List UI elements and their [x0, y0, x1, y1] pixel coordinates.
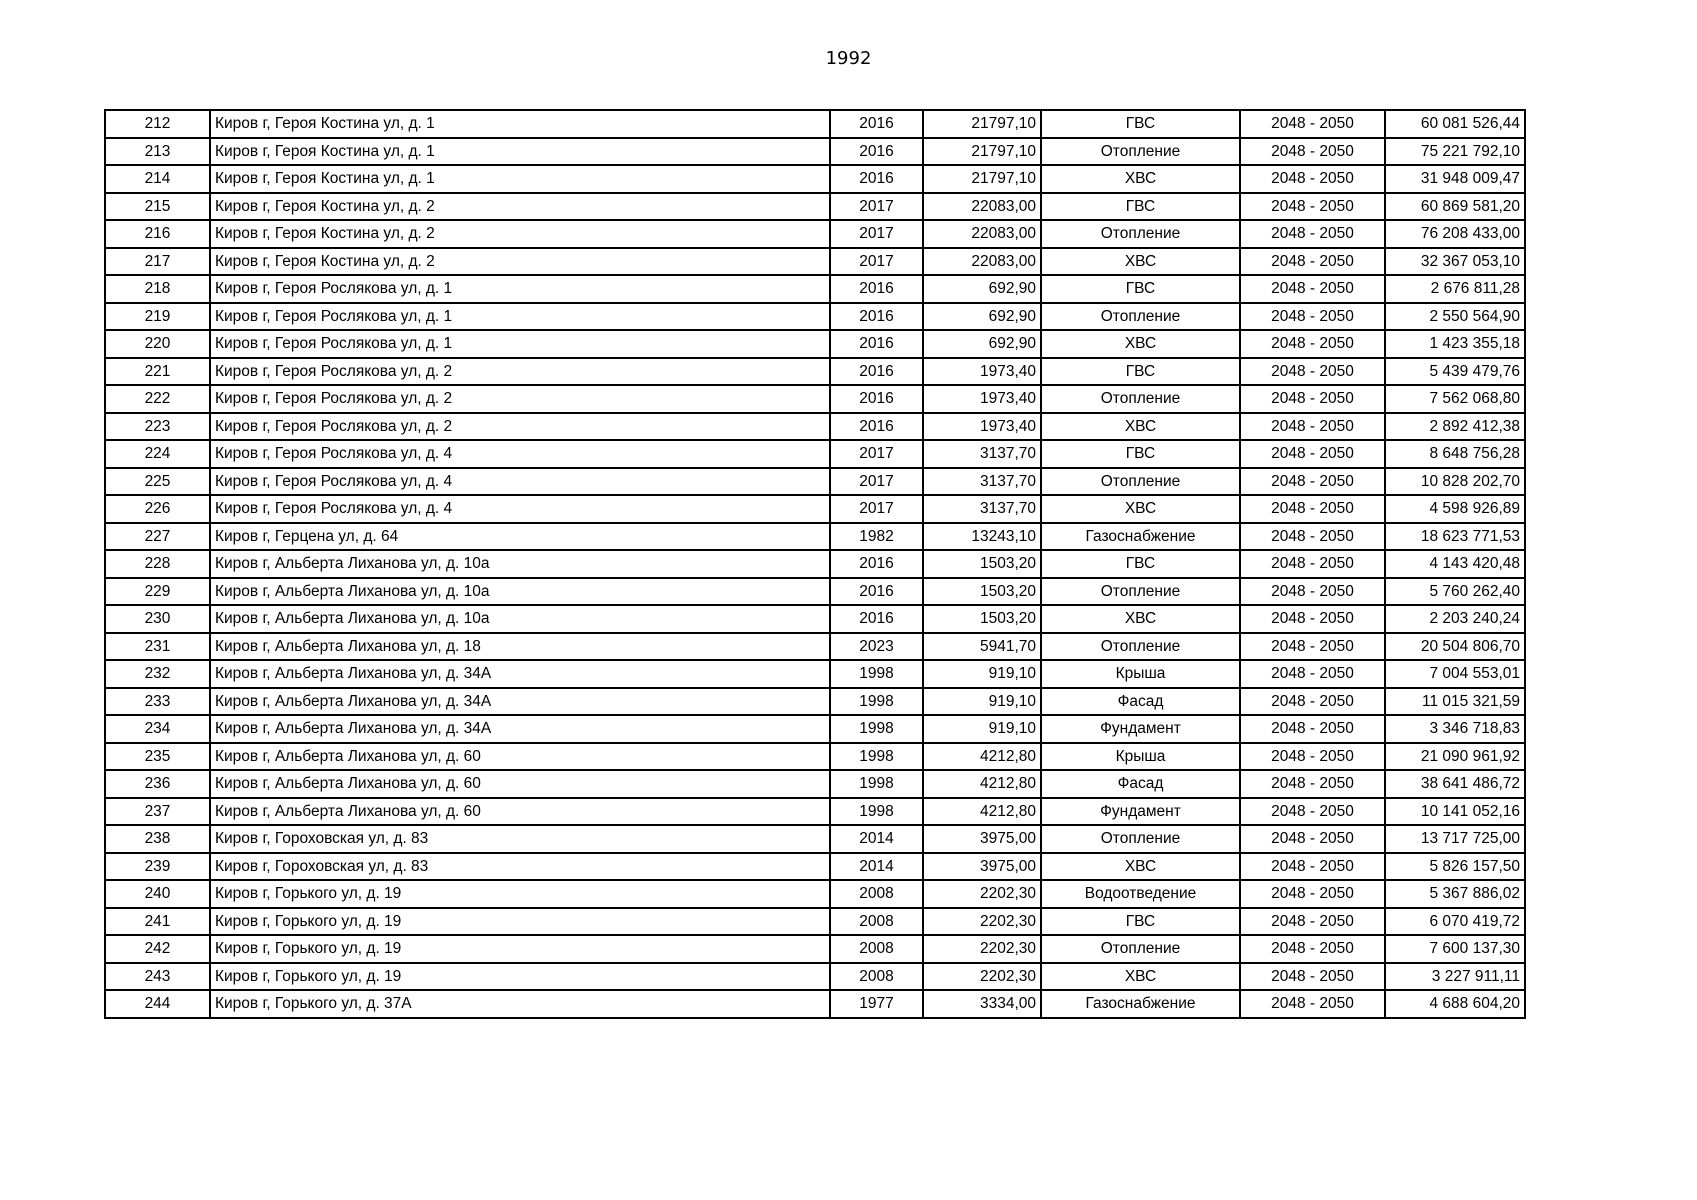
work-type-cell: Фасад [1041, 688, 1240, 716]
address-cell: Киров г, Горького ул, д. 37А [210, 990, 830, 1018]
address-cell: Киров г, Альберта Лиханова ул, д. 60 [210, 798, 830, 826]
work-type-cell: Отопление [1041, 385, 1240, 413]
address-cell: Киров г, Альберта Лиханова ул, д. 34А [210, 715, 830, 743]
row-number-cell: 215 [105, 193, 210, 221]
row-number-cell: 233 [105, 688, 210, 716]
table-row [105, 743, 1525, 771]
period-cell: 2048 - 2050 [1240, 633, 1385, 661]
work-type-cell: Отопление [1041, 468, 1240, 496]
row-number-cell: 220 [105, 330, 210, 358]
cost-cell: 3 346 718,83 [1385, 715, 1525, 743]
cost-cell: 10 141 052,16 [1385, 798, 1525, 826]
table-row [105, 413, 1525, 441]
year-cell: 1998 [830, 660, 923, 688]
year-cell: 1998 [830, 770, 923, 798]
address-cell: Киров г, Героя Костина ул, д. 2 [210, 193, 830, 221]
work-type-cell: ГВС [1041, 275, 1240, 303]
row-number-cell: 236 [105, 770, 210, 798]
row-number-cell: 228 [105, 550, 210, 578]
address-cell: Киров г, Альберта Лиханова ул, д. 34А [210, 688, 830, 716]
period-cell: 2048 - 2050 [1240, 303, 1385, 331]
year-cell: 2016 [830, 303, 923, 331]
cost-cell: 6 070 419,72 [1385, 908, 1525, 936]
cost-cell: 3 227 911,11 [1385, 963, 1525, 991]
period-cell: 2048 - 2050 [1240, 220, 1385, 248]
area-cell: 1503,20 [923, 605, 1041, 633]
work-type-cell: ХВС [1041, 413, 1240, 441]
address-cell: Киров г, Гороховская ул, д. 83 [210, 853, 830, 881]
year-cell: 1998 [830, 688, 923, 716]
period-cell: 2048 - 2050 [1240, 275, 1385, 303]
period-cell: 2048 - 2050 [1240, 385, 1385, 413]
row-number-cell: 242 [105, 935, 210, 963]
period-cell: 2048 - 2050 [1240, 990, 1385, 1018]
cost-cell: 21 090 961,92 [1385, 743, 1525, 771]
cost-cell: 31 948 009,47 [1385, 165, 1525, 193]
work-type-cell: ГВС [1041, 110, 1240, 138]
row-number-cell: 232 [105, 660, 210, 688]
row-number-cell: 243 [105, 963, 210, 991]
table-row [105, 990, 1525, 1018]
area-cell: 1503,20 [923, 550, 1041, 578]
year-cell: 2016 [830, 385, 923, 413]
table-row [105, 385, 1525, 413]
address-cell: Киров г, Героя Костина ул, д. 2 [210, 248, 830, 276]
row-number-cell: 238 [105, 825, 210, 853]
cost-cell: 5 760 262,40 [1385, 578, 1525, 606]
period-cell: 2048 - 2050 [1240, 193, 1385, 221]
work-type-cell: Отопление [1041, 220, 1240, 248]
cost-cell: 60 081 526,44 [1385, 110, 1525, 138]
row-number-cell: 235 [105, 743, 210, 771]
period-cell: 2048 - 2050 [1240, 248, 1385, 276]
work-type-cell: ГВС [1041, 550, 1240, 578]
work-type-cell: Водоотведение [1041, 880, 1240, 908]
year-cell: 2008 [830, 880, 923, 908]
address-cell: Киров г, Героя Рослякова ул, д. 4 [210, 495, 830, 523]
cost-cell: 4 143 420,48 [1385, 550, 1525, 578]
work-type-cell: Фасад [1041, 770, 1240, 798]
table-row [105, 963, 1525, 991]
area-cell: 3137,70 [923, 440, 1041, 468]
area-cell: 22083,00 [923, 193, 1041, 221]
address-cell: Киров г, Героя Рослякова ул, д. 1 [210, 275, 830, 303]
cost-cell: 11 015 321,59 [1385, 688, 1525, 716]
row-number-cell: 214 [105, 165, 210, 193]
address-cell: Киров г, Альберта Лиханова ул, д. 10а [210, 578, 830, 606]
year-cell: 2016 [830, 138, 923, 166]
area-cell: 919,10 [923, 660, 1041, 688]
work-type-cell: Отопление [1041, 578, 1240, 606]
work-type-cell: Крыша [1041, 743, 1240, 771]
period-cell: 2048 - 2050 [1240, 330, 1385, 358]
work-type-cell: Отопление [1041, 825, 1240, 853]
area-cell: 692,90 [923, 303, 1041, 331]
period-cell: 2048 - 2050 [1240, 798, 1385, 826]
row-number-cell: 224 [105, 440, 210, 468]
address-cell: Киров г, Горького ул, д. 19 [210, 935, 830, 963]
row-number-cell: 219 [105, 303, 210, 331]
cost-cell: 7 562 068,80 [1385, 385, 1525, 413]
work-type-cell: Газоснабжение [1041, 990, 1240, 1018]
period-cell: 2048 - 2050 [1240, 688, 1385, 716]
table-row [105, 248, 1525, 276]
work-type-cell: ГВС [1041, 358, 1240, 386]
table-row [105, 935, 1525, 963]
table-row [105, 220, 1525, 248]
row-number-cell: 212 [105, 110, 210, 138]
area-cell: 2202,30 [923, 908, 1041, 936]
row-number-cell: 231 [105, 633, 210, 661]
area-cell: 919,10 [923, 715, 1041, 743]
period-cell: 2048 - 2050 [1240, 770, 1385, 798]
year-cell: 2008 [830, 935, 923, 963]
cost-cell: 18 623 771,53 [1385, 523, 1525, 551]
row-number-cell: 244 [105, 990, 210, 1018]
period-cell: 2048 - 2050 [1240, 440, 1385, 468]
year-cell: 2016 [830, 330, 923, 358]
year-cell: 2016 [830, 413, 923, 441]
period-cell: 2048 - 2050 [1240, 880, 1385, 908]
address-cell: Киров г, Героя Рослякова ул, д. 1 [210, 330, 830, 358]
row-number-cell: 213 [105, 138, 210, 166]
period-cell: 2048 - 2050 [1240, 825, 1385, 853]
area-cell: 2202,30 [923, 935, 1041, 963]
row-number-cell: 221 [105, 358, 210, 386]
period-cell: 2048 - 2050 [1240, 138, 1385, 166]
table-row [105, 908, 1525, 936]
year-cell: 2016 [830, 275, 923, 303]
address-cell: Киров г, Альберта Лиханова ул, д. 34А [210, 660, 830, 688]
cost-cell: 5 367 886,02 [1385, 880, 1525, 908]
address-cell: Киров г, Горького ул, д. 19 [210, 963, 830, 991]
period-cell: 2048 - 2050 [1240, 413, 1385, 441]
area-cell: 2202,30 [923, 880, 1041, 908]
address-cell: Киров г, Альберта Лиханова ул, д. 10а [210, 605, 830, 633]
table-row [105, 633, 1525, 661]
period-cell: 2048 - 2050 [1240, 743, 1385, 771]
address-cell: Киров г, Героя Рослякова ул, д. 1 [210, 303, 830, 331]
repair-schedule-table [104, 109, 1526, 1019]
address-cell: Киров г, Горького ул, д. 19 [210, 880, 830, 908]
year-cell: 2017 [830, 193, 923, 221]
period-cell: 2048 - 2050 [1240, 523, 1385, 551]
cost-cell: 10 828 202,70 [1385, 468, 1525, 496]
row-number-cell: 216 [105, 220, 210, 248]
address-cell: Киров г, Героя Костина ул, д. 1 [210, 110, 830, 138]
table-row [105, 660, 1525, 688]
address-cell: Киров г, Горького ул, д. 19 [210, 908, 830, 936]
area-cell: 4212,80 [923, 743, 1041, 771]
year-cell: 2008 [830, 963, 923, 991]
table-row [105, 138, 1525, 166]
period-cell: 2048 - 2050 [1240, 495, 1385, 523]
work-type-cell: Отопление [1041, 303, 1240, 331]
area-cell: 22083,00 [923, 220, 1041, 248]
work-type-cell: Крыша [1041, 660, 1240, 688]
year-cell: 1982 [830, 523, 923, 551]
year-cell: 2016 [830, 605, 923, 633]
cost-cell: 7 004 553,01 [1385, 660, 1525, 688]
cost-cell: 7 600 137,30 [1385, 935, 1525, 963]
work-type-cell: Фундамент [1041, 798, 1240, 826]
year-cell: 2016 [830, 550, 923, 578]
work-type-cell: ГВС [1041, 440, 1240, 468]
row-number-cell: 241 [105, 908, 210, 936]
row-number-cell: 226 [105, 495, 210, 523]
table-row [105, 825, 1525, 853]
address-cell: Киров г, Героя Костина ул, д. 2 [210, 220, 830, 248]
area-cell: 1973,40 [923, 385, 1041, 413]
cost-cell: 32 367 053,10 [1385, 248, 1525, 276]
row-number-cell: 225 [105, 468, 210, 496]
year-cell: 2017 [830, 220, 923, 248]
cost-cell: 4 598 926,89 [1385, 495, 1525, 523]
page-number: 1992 [825, 48, 872, 69]
address-cell: Киров г, Героя Рослякова ул, д. 4 [210, 440, 830, 468]
area-cell: 5941,70 [923, 633, 1041, 661]
cost-cell: 76 208 433,00 [1385, 220, 1525, 248]
year-cell: 2023 [830, 633, 923, 661]
year-cell: 2016 [830, 165, 923, 193]
period-cell: 2048 - 2050 [1240, 715, 1385, 743]
area-cell: 3975,00 [923, 825, 1041, 853]
year-cell: 1998 [830, 743, 923, 771]
cost-cell: 20 504 806,70 [1385, 633, 1525, 661]
year-cell: 2016 [830, 578, 923, 606]
cost-cell: 13 717 725,00 [1385, 825, 1525, 853]
table-row [105, 330, 1525, 358]
work-type-cell: ГВС [1041, 193, 1240, 221]
cost-cell: 5 439 479,76 [1385, 358, 1525, 386]
work-type-cell: Отопление [1041, 633, 1240, 661]
year-cell: 2017 [830, 495, 923, 523]
row-number-cell: 227 [105, 523, 210, 551]
area-cell: 1973,40 [923, 358, 1041, 386]
cost-cell: 5 826 157,50 [1385, 853, 1525, 881]
area-cell: 21797,10 [923, 165, 1041, 193]
period-cell: 2048 - 2050 [1240, 963, 1385, 991]
table-row [105, 578, 1525, 606]
row-number-cell: 217 [105, 248, 210, 276]
work-type-cell: ХВС [1041, 853, 1240, 881]
table-row [105, 688, 1525, 716]
year-cell: 2008 [830, 908, 923, 936]
work-type-cell: ХВС [1041, 963, 1240, 991]
address-cell: Киров г, Героя Рослякова ул, д. 2 [210, 358, 830, 386]
cost-cell: 75 221 792,10 [1385, 138, 1525, 166]
area-cell: 3137,70 [923, 495, 1041, 523]
address-cell: Киров г, Героя Рослякова ул, д. 2 [210, 385, 830, 413]
address-cell: Киров г, Альберта Лиханова ул, д. 60 [210, 770, 830, 798]
period-cell: 2048 - 2050 [1240, 578, 1385, 606]
period-cell: 2048 - 2050 [1240, 605, 1385, 633]
address-cell: Киров г, Альберта Лиханова ул, д. 60 [210, 743, 830, 771]
work-type-cell: ХВС [1041, 495, 1240, 523]
work-type-cell: Отопление [1041, 935, 1240, 963]
period-cell: 2048 - 2050 [1240, 550, 1385, 578]
area-cell: 1973,40 [923, 413, 1041, 441]
row-number-cell: 223 [105, 413, 210, 441]
area-cell: 692,90 [923, 275, 1041, 303]
cost-cell: 2 203 240,24 [1385, 605, 1525, 633]
table-row [105, 495, 1525, 523]
row-number-cell: 218 [105, 275, 210, 303]
year-cell: 1977 [830, 990, 923, 1018]
row-number-cell: 222 [105, 385, 210, 413]
address-cell: Киров г, Героя Костина ул, д. 1 [210, 138, 830, 166]
cost-cell: 8 648 756,28 [1385, 440, 1525, 468]
area-cell: 692,90 [923, 330, 1041, 358]
address-cell: Киров г, Альберта Лиханова ул, д. 10а [210, 550, 830, 578]
table-row [105, 550, 1525, 578]
table-row [105, 798, 1525, 826]
table-row [105, 880, 1525, 908]
row-number-cell: 229 [105, 578, 210, 606]
table-row [105, 523, 1525, 551]
cost-cell: 2 676 811,28 [1385, 275, 1525, 303]
row-number-cell: 234 [105, 715, 210, 743]
area-cell: 919,10 [923, 688, 1041, 716]
year-cell: 1998 [830, 715, 923, 743]
work-type-cell: Фундамент [1041, 715, 1240, 743]
address-cell: Киров г, Гороховская ул, д. 83 [210, 825, 830, 853]
period-cell: 2048 - 2050 [1240, 110, 1385, 138]
table-row [105, 358, 1525, 386]
year-cell: 2016 [830, 110, 923, 138]
address-cell: Киров г, Альберта Лиханова ул, д. 18 [210, 633, 830, 661]
year-cell: 2016 [830, 358, 923, 386]
area-cell: 1503,20 [923, 578, 1041, 606]
area-cell: 3137,70 [923, 468, 1041, 496]
work-type-cell: ХВС [1041, 165, 1240, 193]
row-number-cell: 240 [105, 880, 210, 908]
table-row [105, 193, 1525, 221]
work-type-cell: ХВС [1041, 605, 1240, 633]
work-type-cell: Газоснабжение [1041, 523, 1240, 551]
row-number-cell: 237 [105, 798, 210, 826]
address-cell: Киров г, Героя Костина ул, д. 1 [210, 165, 830, 193]
table-row [105, 275, 1525, 303]
period-cell: 2048 - 2050 [1240, 660, 1385, 688]
cost-cell: 4 688 604,20 [1385, 990, 1525, 1018]
table-row [105, 770, 1525, 798]
area-cell: 3975,00 [923, 853, 1041, 881]
row-number-cell: 239 [105, 853, 210, 881]
work-type-cell: ХВС [1041, 330, 1240, 358]
table-row [105, 165, 1525, 193]
area-cell: 4212,80 [923, 798, 1041, 826]
work-type-cell: ХВС [1041, 248, 1240, 276]
area-cell: 4212,80 [923, 770, 1041, 798]
table-row [105, 853, 1525, 881]
period-cell: 2048 - 2050 [1240, 468, 1385, 496]
period-cell: 2048 - 2050 [1240, 358, 1385, 386]
area-cell: 22083,00 [923, 248, 1041, 276]
table-row [105, 110, 1525, 138]
cost-cell: 38 641 486,72 [1385, 770, 1525, 798]
address-cell: Киров г, Героя Рослякова ул, д. 2 [210, 413, 830, 441]
table-row [105, 605, 1525, 633]
area-cell: 2202,30 [923, 963, 1041, 991]
area-cell: 21797,10 [923, 110, 1041, 138]
year-cell: 2014 [830, 825, 923, 853]
cost-cell: 1 423 355,18 [1385, 330, 1525, 358]
year-cell: 2017 [830, 440, 923, 468]
year-cell: 1998 [830, 798, 923, 826]
table-row [105, 440, 1525, 468]
year-cell: 2017 [830, 468, 923, 496]
area-cell: 13243,10 [923, 523, 1041, 551]
area-cell: 21797,10 [923, 138, 1041, 166]
table-row [105, 715, 1525, 743]
row-number-cell: 230 [105, 605, 210, 633]
address-cell: Киров г, Герцена ул, д. 64 [210, 523, 830, 551]
cost-cell: 2 550 564,90 [1385, 303, 1525, 331]
period-cell: 2048 - 2050 [1240, 908, 1385, 936]
year-cell: 2014 [830, 853, 923, 881]
period-cell: 2048 - 2050 [1240, 935, 1385, 963]
period-cell: 2048 - 2050 [1240, 853, 1385, 881]
table-row [105, 468, 1525, 496]
address-cell: Киров г, Героя Рослякова ул, д. 4 [210, 468, 830, 496]
work-type-cell: ГВС [1041, 908, 1240, 936]
work-type-cell: Отопление [1041, 138, 1240, 166]
year-cell: 2017 [830, 248, 923, 276]
area-cell: 3334,00 [923, 990, 1041, 1018]
cost-cell: 2 892 412,38 [1385, 413, 1525, 441]
table-body [105, 110, 1525, 1018]
period-cell: 2048 - 2050 [1240, 165, 1385, 193]
cost-cell: 60 869 581,20 [1385, 193, 1525, 221]
table-row [105, 303, 1525, 331]
